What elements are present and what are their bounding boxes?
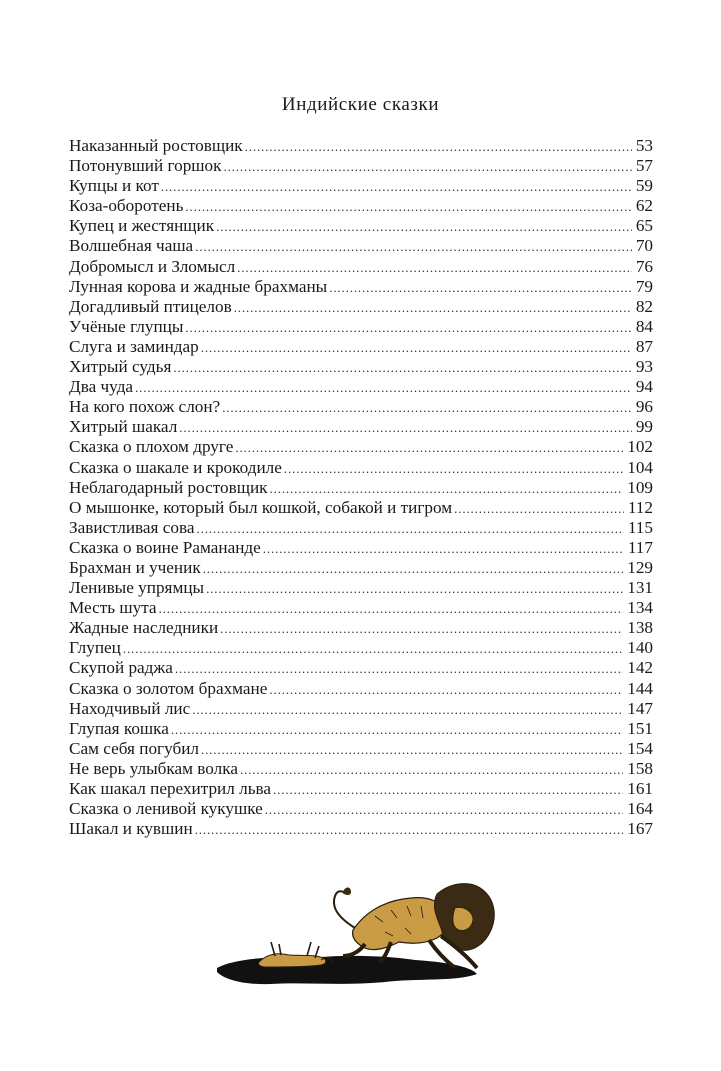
toc-entry (69, 176, 653, 196)
toc-entry (69, 558, 653, 578)
toc-entry-page-number: 70 (635, 236, 653, 256)
toc-entry (69, 658, 653, 678)
toc-entry (69, 739, 653, 759)
toc-entry-page-number: 147 (627, 698, 653, 718)
toc-entry-page-number: 164 (627, 799, 653, 819)
toc-dot-leader (273, 780, 623, 800)
toc-dot-leader (284, 459, 623, 479)
toc-entry (69, 156, 653, 176)
toc-entry-page-number: 94 (635, 377, 653, 397)
toc-entry-page-number: 65 (635, 216, 653, 236)
toc-entry (69, 277, 653, 297)
toc-entry-page-number: 115 (627, 517, 653, 537)
toc-entry-page-number: 112 (627, 497, 653, 517)
toc-dot-leader (179, 418, 632, 438)
toc-entry-title: Купец и жестянщик (69, 216, 215, 236)
toc-entry-page-number: 129 (627, 557, 653, 577)
toc-entry (69, 377, 653, 397)
toc-entry-page-number: 158 (627, 758, 653, 778)
toc-entry-page-number: 167 (627, 819, 653, 839)
toc-entry-title: Волшебная чаша (69, 236, 194, 256)
toc-entry-title: Потонувший горшок (69, 156, 222, 176)
section-title: Индийские сказки (281, 94, 440, 115)
toc-entry-page-number: 161 (627, 779, 653, 798)
toc-entry-title: Хитрый судья (69, 357, 172, 377)
toc-entry-title: Хитрый шакал (69, 417, 178, 437)
toc-entry-page-number: 154 (627, 738, 653, 758)
toc-entry-title: Наказанный ростовщик (69, 136, 243, 155)
toc-entry (69, 598, 653, 618)
toc-entry-title: Скупой раджа (69, 658, 173, 678)
toc-entry (69, 498, 653, 518)
toc-entry-page-number: 142 (627, 658, 653, 678)
toc-entry (69, 357, 653, 377)
toc-entry-title: Глупец (69, 638, 121, 658)
toc-entry-title: Неблагодарный ростовщик (69, 477, 268, 497)
toc-entry-title: Сам себя погубил (69, 738, 199, 758)
toc-dot-leader (329, 278, 632, 298)
toc-entry-page-number: 96 (635, 397, 653, 417)
toc-dot-leader (195, 820, 624, 840)
toc-entry (69, 478, 653, 498)
ground-shadow (217, 956, 477, 984)
toc-entry (69, 699, 653, 719)
toc-entry (69, 518, 653, 538)
toc-dot-leader (263, 539, 624, 559)
toc-entry (69, 819, 653, 839)
toc-dot-leader (269, 680, 623, 700)
toc-entry (69, 337, 653, 357)
toc-entry-page-number: 151 (627, 718, 653, 738)
jackal-figure (258, 942, 333, 967)
toc-dot-leader (159, 599, 624, 619)
toc-entry-page-number: 82 (635, 296, 653, 316)
toc-dot-leader (265, 800, 623, 820)
toc-dot-leader (185, 197, 631, 217)
toc-dot-leader (206, 579, 623, 599)
toc-entry-page-number: 93 (635, 357, 653, 377)
toc-entry-page-number: 134 (627, 598, 653, 618)
toc-entry-page-number: 131 (627, 578, 653, 598)
toc-dot-leader (175, 659, 623, 679)
toc-entry (69, 417, 653, 437)
toc-entry (69, 538, 653, 558)
toc-entry (69, 297, 653, 317)
toc-dot-leader (197, 519, 624, 539)
toc-entry-page-number: 117 (627, 537, 653, 557)
toc-entry-page-number: 76 (635, 256, 653, 276)
toc-dot-leader (135, 378, 632, 398)
toc-entry-title: Учёные глупцы (69, 316, 184, 336)
toc-dot-leader (216, 217, 632, 237)
toc-entry-title: Ленивые упрямцы (69, 578, 205, 598)
toc-entry-page-number: 53 (635, 136, 653, 155)
toc-dot-leader (222, 398, 632, 418)
toc-entry-page-number: 140 (627, 638, 653, 658)
lion-figure (334, 884, 494, 968)
toc-entry-title: Шакал и кувшин (69, 819, 193, 839)
toc-entry-page-number: 57 (635, 156, 653, 176)
toc-entry (69, 257, 653, 277)
toc-dot-leader (203, 559, 624, 579)
toc-entry-title: Жадные наследники (69, 618, 219, 638)
toc-dot-leader (223, 157, 631, 177)
toc-entry-title: На кого похож слон? (69, 397, 221, 417)
toc-entry-title: Сказка о шакале и крокодиле (69, 457, 282, 477)
toc-entry-title: Лунная корова и жадные брахманы (69, 276, 328, 296)
toc-entry (69, 799, 653, 819)
toc-dot-leader (237, 258, 632, 278)
toc-entry (69, 136, 653, 156)
toc-dot-leader (234, 298, 632, 318)
toc-entry-page-number: 144 (627, 678, 653, 698)
toc-entry-page-number: 84 (635, 316, 653, 336)
table-of-contents (69, 136, 653, 839)
toc-dot-leader (161, 177, 632, 197)
toc-entry (69, 397, 653, 417)
toc-dot-leader (270, 479, 624, 499)
toc-entry-title: Добромысл и Зломысл (69, 256, 236, 276)
toc-entry (69, 719, 653, 739)
toc-entry (69, 638, 653, 658)
toc-entry-page-number: 102 (627, 437, 653, 457)
toc-entry-title: Догадливый птицелов (69, 296, 232, 316)
toc-dot-leader (220, 619, 623, 639)
toc-entry (69, 578, 653, 598)
toc-entry-title: Завистливая сова (69, 517, 195, 537)
toc-dot-leader (173, 358, 631, 378)
toc-dot-leader (185, 318, 631, 338)
toc-entry (69, 236, 653, 256)
toc-entry-title: Слуга и заминдар (69, 336, 199, 356)
toc-entry-title: Не верь улыбкам волка (69, 758, 238, 778)
toc-entry-title: О мышонке, который был кошкой, собакой и тигром (69, 497, 453, 517)
toc-entry (69, 437, 653, 457)
toc-entry-page-number: 104 (627, 457, 653, 477)
toc-entry (69, 759, 653, 779)
toc-entry (69, 458, 653, 478)
toc-entry-title: Глупая кошка (69, 718, 169, 738)
toc-entry-title: Находчивый лис (69, 698, 191, 718)
toc-entry-title: Сказка о плохом друге (69, 437, 234, 457)
toc-entry-page-number: 79 (635, 276, 653, 296)
toc-dot-leader (123, 639, 623, 659)
toc-entry-title: Сказка о воине Рамананде (69, 537, 261, 557)
toc-dot-leader (195, 237, 632, 257)
toc-entry-title: Месть шута (69, 598, 157, 618)
toc-dot-leader (171, 720, 623, 740)
toc-entry (69, 317, 653, 337)
toc-entry-page-number: 99 (635, 417, 653, 437)
toc-entry (69, 216, 653, 236)
toc-entry-title: Сказка о золотом брахмане (69, 678, 268, 698)
toc-entry-title: Купцы и кот (69, 176, 159, 196)
toc-entry-title: Сказка о ленивой кукушке (69, 799, 263, 819)
toc-dot-leader (245, 137, 632, 157)
toc-dot-leader (235, 438, 623, 458)
toc-dot-leader (454, 499, 624, 519)
toc-dot-leader (192, 700, 623, 720)
toc-entry (69, 779, 653, 799)
toc-entry (69, 679, 653, 699)
toc-entry-page-number: 87 (635, 336, 653, 356)
toc-entry-title: Как шакал перехитрил льва (69, 779, 272, 798)
toc-dot-leader (201, 338, 632, 358)
toc-entry-title: Коза-оборотень (69, 196, 184, 216)
lion-jackal-illustration-icon (215, 872, 515, 990)
toc-entry (69, 618, 653, 638)
toc-entry-page-number: 109 (627, 477, 653, 497)
toc-entry-page-number: 59 (635, 176, 653, 196)
toc-entry-page-number: 62 (635, 196, 653, 216)
toc-dot-leader (201, 740, 623, 760)
toc-entry (69, 196, 653, 216)
toc-entry-title: Брахман и ученик (69, 557, 201, 577)
toc-dot-leader (240, 760, 623, 780)
toc-entry-title: Два чуда (69, 377, 134, 397)
toc-entry-page-number: 138 (627, 618, 653, 638)
